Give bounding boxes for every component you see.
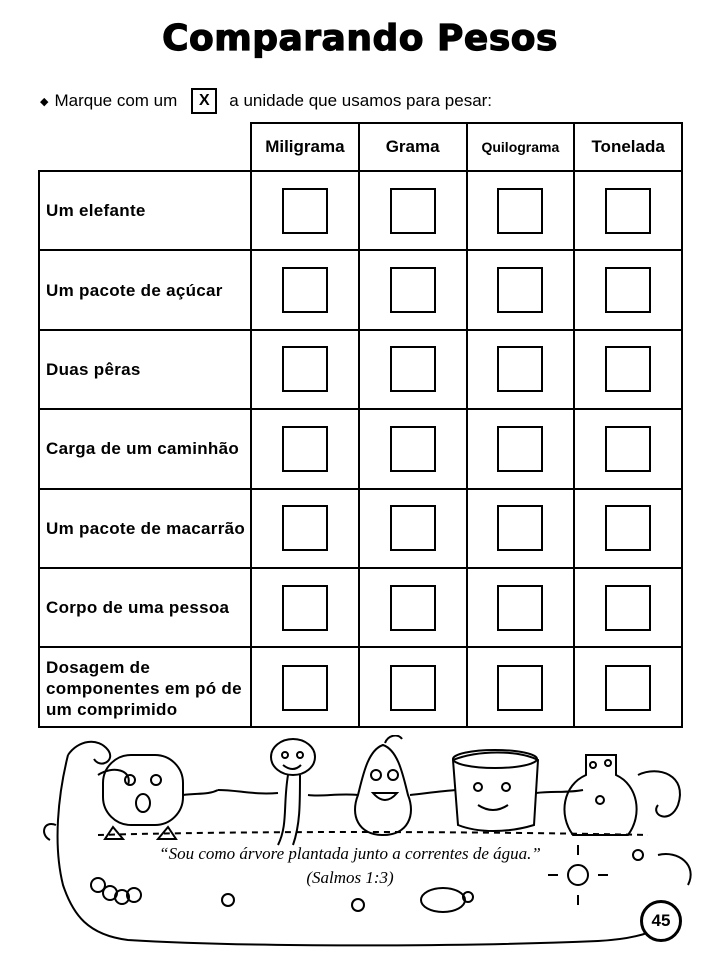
table-cell	[360, 410, 468, 487]
table-cell	[252, 490, 360, 567]
table-cell	[252, 569, 360, 646]
checkbox-grama[interactable]	[390, 346, 436, 392]
example-x-box: X	[191, 88, 217, 114]
page-title: Comparando Pesos	[162, 18, 558, 59]
instruction-suffix: a unidade que usamos para pesar:	[229, 91, 493, 110]
row-label: Um pacote de açúcar	[40, 251, 252, 328]
checkbox-miligrama[interactable]	[282, 505, 328, 551]
checkbox-tonelada[interactable]	[605, 665, 651, 711]
table-cell	[575, 172, 681, 249]
row-label: Carga de um caminhão	[40, 410, 252, 487]
column-header-quilograma: Quilograma	[468, 124, 576, 170]
table-cell	[360, 648, 468, 727]
table-cell	[575, 251, 681, 328]
table-cell	[468, 172, 576, 249]
bible-quote	[130, 842, 570, 890]
checkbox-tonelada[interactable]	[605, 188, 651, 234]
table-row	[40, 410, 681, 489]
table-row	[40, 331, 681, 410]
column-header-tonelada: Tonelada	[591, 137, 665, 156]
table-header-row	[250, 122, 683, 172]
checkbox-grama[interactable]	[390, 585, 436, 631]
checkbox-miligrama[interactable]	[282, 665, 328, 711]
table-cell	[575, 648, 681, 727]
quote-text: “Sou como árvore plantada junto a correntes de água.”	[159, 844, 541, 863]
table-cell	[468, 251, 576, 328]
table-cell	[468, 410, 576, 487]
checkbox-grama[interactable]	[390, 665, 436, 711]
table-row	[40, 172, 681, 251]
table-cell	[252, 648, 360, 727]
table-cell	[360, 172, 468, 249]
table-row	[40, 569, 681, 648]
checkbox-grama[interactable]	[390, 505, 436, 551]
table-cell	[252, 331, 360, 408]
checkbox-grama[interactable]	[390, 267, 436, 313]
table-cell	[252, 172, 360, 249]
checkbox-miligrama[interactable]	[282, 346, 328, 392]
table-cell	[468, 648, 576, 727]
table-cell	[468, 331, 576, 408]
table-cell	[575, 490, 681, 567]
checkbox-quilograma[interactable]	[497, 188, 543, 234]
weights-table	[38, 122, 683, 728]
checkbox-miligrama[interactable]	[282, 188, 328, 234]
column-header-grama: Grama	[360, 124, 468, 170]
checkbox-miligrama[interactable]	[282, 585, 328, 631]
instruction-prefix: Marque com um	[54, 91, 178, 110]
row-label: Corpo de uma pessoa	[40, 569, 252, 646]
checkbox-grama[interactable]	[390, 188, 436, 234]
table-cell	[468, 490, 576, 567]
checkbox-tonelada[interactable]	[605, 426, 651, 472]
checkbox-miligrama[interactable]	[282, 426, 328, 472]
checkbox-tonelada[interactable]	[605, 267, 651, 313]
table-cell	[575, 331, 681, 408]
table-cell	[468, 569, 576, 646]
table-body	[38, 170, 683, 728]
checkbox-quilograma[interactable]	[497, 426, 543, 472]
table-cell	[360, 569, 468, 646]
table-cell	[360, 331, 468, 408]
table-cell	[252, 251, 360, 328]
checkbox-grama[interactable]	[390, 426, 436, 472]
row-label: Duas pêras	[40, 331, 252, 408]
table-row	[40, 251, 681, 330]
row-label: Um elefante	[40, 172, 252, 249]
column-header-miligrama: Miligrama	[252, 124, 360, 170]
table-cell	[360, 490, 468, 567]
quote-reference: (Salmos 1:3)	[306, 868, 394, 887]
checkbox-tonelada[interactable]	[605, 585, 651, 631]
table-cell	[252, 410, 360, 487]
checkbox-quilograma[interactable]	[497, 267, 543, 313]
instruction	[40, 88, 492, 114]
table-cell	[575, 410, 681, 487]
row-label: Dosagem de componentes em pó de um comprimido	[40, 648, 252, 727]
checkbox-tonelada[interactable]	[605, 346, 651, 392]
table-cell	[575, 569, 681, 646]
row-label: Um pacote de macarrão	[40, 490, 252, 567]
table-row	[40, 490, 681, 569]
checkbox-quilograma[interactable]	[497, 585, 543, 631]
page-number: 45	[640, 900, 682, 942]
table-cell	[360, 251, 468, 328]
diamond-bullet-icon: ◆	[40, 95, 49, 108]
checkbox-tonelada[interactable]	[605, 505, 651, 551]
checkbox-quilograma[interactable]	[497, 346, 543, 392]
checkbox-quilograma[interactable]	[497, 665, 543, 711]
checkbox-miligrama[interactable]	[282, 267, 328, 313]
table-row	[40, 648, 681, 727]
checkbox-quilograma[interactable]	[497, 505, 543, 551]
